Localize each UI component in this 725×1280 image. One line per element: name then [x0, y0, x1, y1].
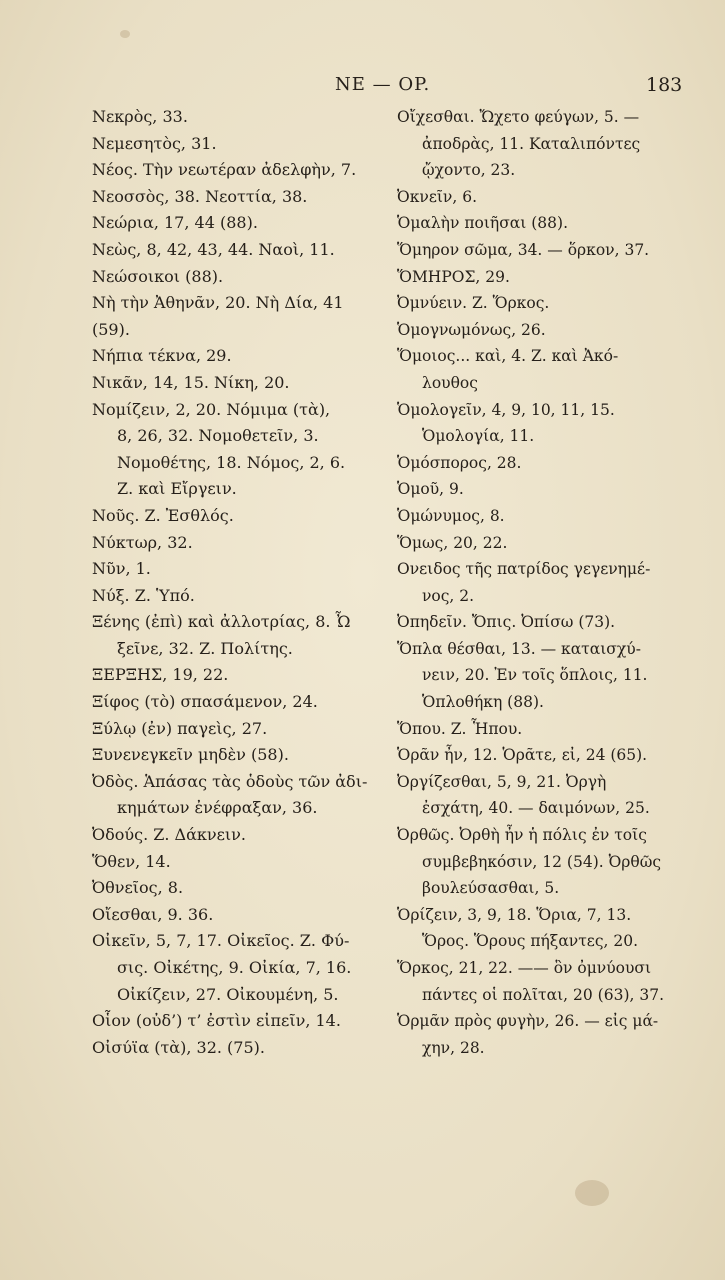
index-entry: Ξυνενεγκεῖν μηδὲν (58).	[92, 745, 289, 765]
index-entry: Ὅμοιος... καὶ, 4. Ζ. καὶ Ἀκό-	[397, 347, 619, 366]
index-entry-continuation: βουλεύσασθαι, 5.	[422, 879, 560, 898]
index-entry: Νέος. Τὴν νεωτέραν ἀδελφὴν, 7.	[92, 160, 357, 180]
running-title: NE — OP.	[335, 74, 431, 95]
index-entry: ὍΜΗΡΟΣ, 29.	[397, 267, 510, 286]
index-entry-continuation: λουθος	[422, 373, 478, 392]
index-entry: Νήπια τέκνα, 29.	[92, 346, 232, 366]
index-entry-continuation: 8, 26, 32. Νομοθετεῖν, 3.	[117, 426, 319, 446]
index-entry-continuation: ἐσχάτη, 40. — δαιμόνων, 25.	[422, 799, 650, 818]
index-entry: Ὁρίζειν, 3, 9, 18. Ὅρια, 7, 13.	[397, 905, 632, 924]
index-entry: Ὅμηρον σῶμα, 34. — ὅρκον, 37.	[397, 240, 650, 259]
index-entry: Ὁμώνυμος, 8.	[397, 506, 505, 525]
index-entry-continuation: Ὁμολογία, 11.	[422, 427, 535, 446]
page-number: 183	[646, 74, 683, 96]
index-entry: Ὅπλα θέσθαι, 13. — καταισχύ-	[397, 639, 641, 658]
index-entry-continuation: συμβεβηκόσιν, 12 (54). Ὀρθῶς	[422, 852, 662, 871]
index-entry-continuation: νος, 2.	[422, 586, 475, 605]
index-entry-continuation: χην, 28.	[422, 1038, 485, 1057]
index-entry: Ὁρᾶν ἦν, 12. Ὁρᾶτε, εἰ, 24 (65).	[397, 746, 648, 765]
index-entry-continuation: κημάτων ἐνέφραξαν, 36.	[117, 798, 318, 818]
page-header	[0, 74, 725, 100]
index-entry: Νὴ τὴν Ἀθηνᾶν, 20. Νὴ Δία, 41	[92, 293, 344, 313]
index-entry: Νεμεσητὸς, 31.	[92, 133, 217, 153]
index-entry: Ὁμολογεῖν, 4, 9, 10, 11, 15.	[397, 400, 615, 419]
index-entry: Νύκτωρ, 32.	[92, 532, 193, 552]
index-entry-continuation: ἀποδρὰς, 11. Καταλιπόντες	[422, 134, 641, 153]
index-entry: Ὀργίζεσθαι, 5, 9, 21. Ὀργὴ	[397, 772, 607, 791]
index-entry: Νοῦς. Ζ. Ἐσθλός.	[92, 505, 234, 525]
index-entry: Ὀκνεῖν, 6.	[397, 187, 477, 206]
index-entry: Ὅθεν, 14.	[92, 851, 171, 871]
index-entry: Νύξ. Ζ. Ὑπό.	[92, 585, 195, 605]
index-entry: Ὁμαλὴν ποιῆσαι (88).	[397, 214, 568, 233]
index-entry-continuation: ξεῖνε, 32. Ζ. Πολίτης.	[117, 638, 293, 658]
index-entry: Ὁρμᾶν πρὸς φυγὴν, 26. — εἰς μά-	[397, 1012, 659, 1031]
index-entry: Οἰκεῖν, 5, 7, 17. Οἰκεῖος. Ζ. Φύ-	[92, 931, 350, 951]
index-entry: Ονειδος τῆς πατρίδος γεγενημέ-	[397, 560, 651, 579]
index-entry: Ὀπηδεῖν. Ὄπις. Ὀπίσω (73).	[397, 613, 616, 632]
index-entry: ΞΕΡΞΗΣ, 19, 22.	[92, 665, 229, 685]
index-entry: Ὁμόσπορος, 28.	[397, 453, 522, 472]
index-entry: Νεοσσὸς, 38. Νεοττία, 38.	[92, 186, 308, 206]
index-entry: Ὀθνεῖος, 8.	[92, 878, 184, 898]
index-entry: Ὁμοῦ, 9.	[397, 480, 464, 499]
index-entry: Ξένης (ἐπὶ) καὶ ἀλλοτρίας, 8. Ὦ	[92, 612, 351, 632]
index-entry: Οἰσύϊα (τὰ), 32. (75).	[92, 1037, 265, 1057]
index-column-right	[397, 104, 697, 1061]
index-column-left	[92, 104, 392, 1061]
index-entry-continuation: πάντες οἱ πολῖται, 20 (63), 37.	[422, 985, 664, 1004]
index-entry: Ὅπου. Ζ. Ἧπου.	[397, 719, 523, 738]
index-entry-continuation: Ὁπλοθήκη (88).	[422, 693, 544, 712]
index-entry: Νεώσοικοι (88).	[92, 266, 224, 286]
index-entry: Ξίφος (τὸ) σπασάμενον, 24.	[92, 692, 318, 712]
index-entry: Ὅρκος, 21, 22. —— ὃν ὀμνύουσι	[397, 959, 652, 977]
index-entry: Οἴχεσθαι. Ὤχετο φεύγων, 5. —	[397, 108, 640, 126]
index-entry: Νικᾶν, 14, 15. Νίκη, 20.	[92, 372, 290, 392]
index-entry-continuation: νειν, 20. Ἐν τοῖς ὅπλοις, 11.	[422, 666, 648, 685]
index-entry: Ὅμως, 20, 22.	[397, 533, 508, 552]
index-entry: Ὀμνύειν. Ζ. Ὅρκος.	[397, 294, 550, 313]
index-entry-continuation: Νομοθέτης, 18. Νόμος, 2, 6.	[117, 452, 346, 472]
index-entry: Ὀδὸς. Ἁπάσας τὰς ὁδοὺς τῶν ἀδι-	[92, 771, 368, 791]
index-entry-continuation: Ὅρος. Ὅρους πήξαντες, 20.	[422, 932, 639, 951]
index-entry: (59).	[92, 319, 130, 339]
index-entry: Νεώρια, 17, 44 (88).	[92, 213, 258, 233]
index-entry: Ὁμογνωμόνως, 26.	[397, 320, 546, 339]
index-entry: Οἷον (οὐδ’) τ’ ἐστὶν εἰπεῖν, 14.	[92, 1011, 341, 1031]
index-entry-continuation: ᾤχοντο, 23.	[422, 161, 516, 180]
index-entry: Ὀδούς. Ζ. Δάκνειν.	[92, 825, 246, 845]
index-entry: Οἴεσθαι, 9. 36.	[92, 904, 214, 924]
paper-stain	[575, 1180, 609, 1206]
index-entry: Ὀρθῶς. Ὀρθὴ ἦν ἡ πόλις ἐν τοῖς	[397, 826, 647, 845]
index-entry-continuation: σις. Οἰκέτης, 9. Οἰκία, 7, 16.	[117, 958, 352, 977]
index-entry: Ξύλῳ (ἐν) παγεὶς, 27.	[92, 718, 268, 738]
index-entry: Νεὼς, 8, 42, 43, 44. Ναοὶ, 11.	[92, 239, 335, 259]
index-entry: Νομίζειν, 2, 20. Νόμιμα (τὰ),	[92, 399, 331, 419]
paper-stain	[120, 30, 130, 38]
index-entry-continuation: Ζ. καὶ Εἴργειν.	[117, 479, 237, 499]
index-entry-continuation: Οἰκίζειν, 27. Οἰκουμένη, 5.	[117, 984, 339, 1004]
index-entry: Νεκρὸς, 33.	[92, 107, 188, 126]
index-entry: Νῦν, 1.	[92, 559, 151, 579]
